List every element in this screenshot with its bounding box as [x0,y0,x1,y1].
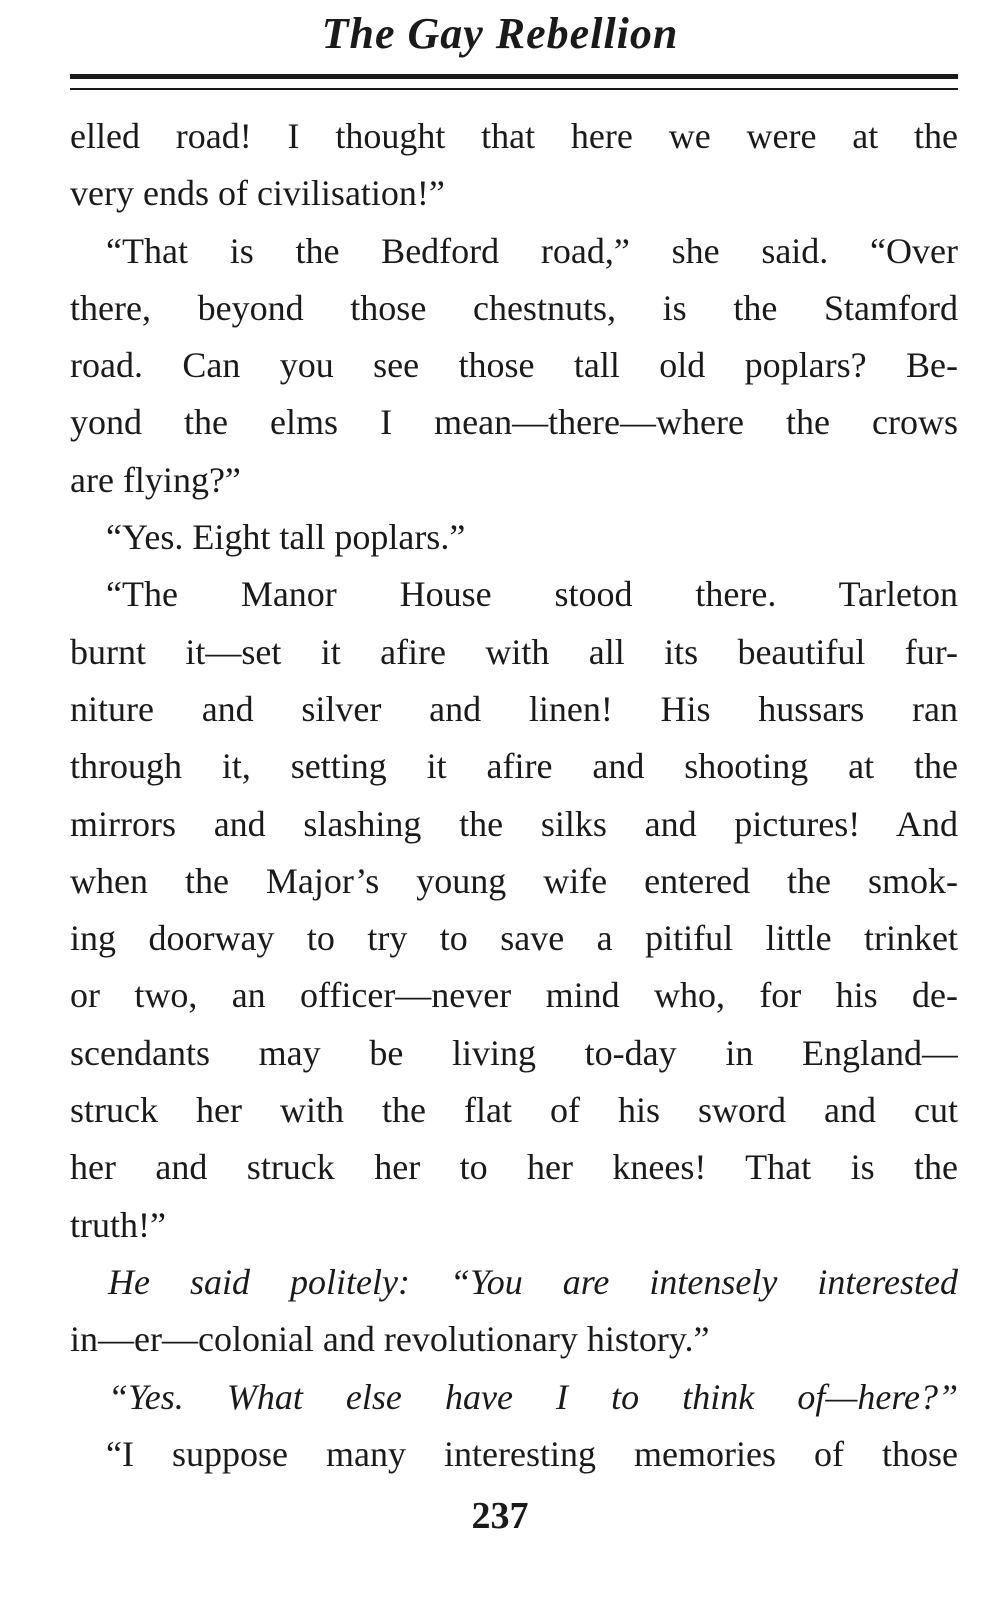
text-line: “That is the Bedford road,” she said. “Over [106,230,958,271]
text-line: “Yes. Eight tall poplars.” [106,517,466,558]
text-line: elled road! I thought that here we were at the [70,116,958,156]
text-line: “The Manor House stood there. Tarleton [106,574,958,615]
running-title: The Gay Rebellion [321,9,679,58]
text-line: ing doorway to try to save a pitiful little trinket [70,918,958,959]
text-line: scendants may be living to-day in England— [70,1032,958,1073]
header-rule-thick [70,74,958,79]
text-line: when the Major’s young wife entered the smok- [70,860,958,901]
text-line: or two, an officer—never mind who, for his de- [70,975,958,1016]
header-rule-thin [70,88,958,90]
text-line: her and struck her to her knees! That is the [70,1147,958,1188]
text-line: yond the elms I mean—there—where the crows [70,402,958,443]
text-line: mirrors and slashing the silks and pictures! And [70,803,958,844]
text-line: “I suppose many interesting memories of those [106,1433,958,1474]
text-line: niture and silver and linen! His hussars ran [70,688,958,729]
text-line: burnt it—set it afire with all its beautiful fur- [70,631,958,672]
text-line: truth!” [70,1204,166,1245]
text-line: struck her with the flat of his sword and cut [70,1090,958,1131]
text-line: are flying?” [70,459,241,500]
text-line: in—er—colonial and revolutionary history.” [70,1319,710,1360]
text-line: road. Can you see those tall old poplars? Be- [70,345,958,386]
body-text [70,108,958,1483]
text-line: very ends of civilisation!” [70,173,445,214]
page-number: 237 [471,1495,529,1537]
text-line: He said politely: “You are intensely interested [108,1261,958,1302]
text-line: “Yes. What else have I to think of—here?” [108,1376,958,1417]
text-line: through it, setting it afire and shooting at the [70,746,958,787]
text-line: there, beyond those chestnuts, is the Stamford [70,287,958,328]
